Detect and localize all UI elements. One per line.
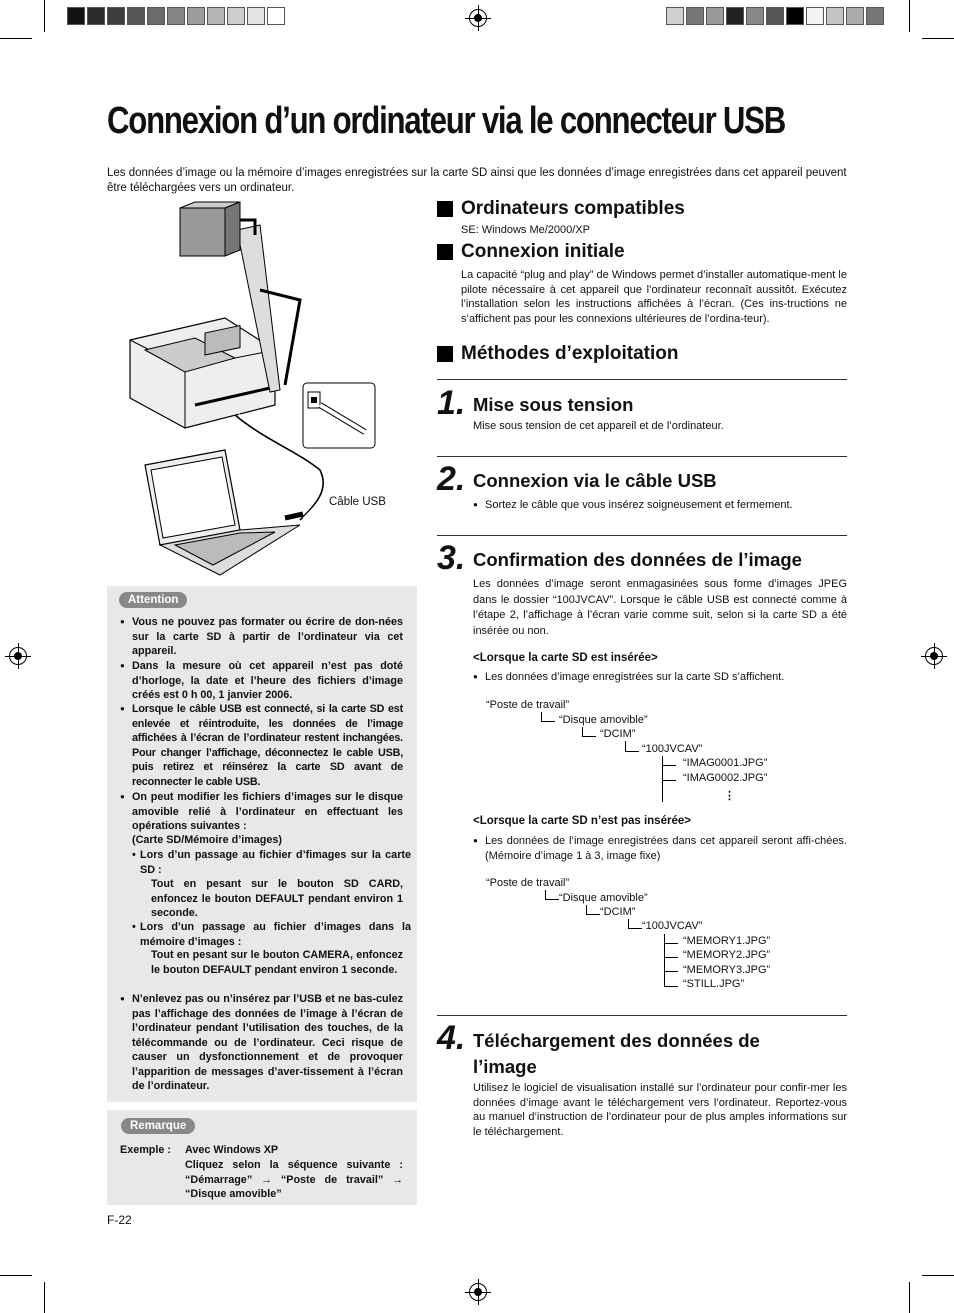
step-4-title-line1: Téléchargement des données de	[473, 1030, 760, 1051]
tree-drive: “Disque amovible”	[559, 892, 648, 904]
attention-item: ● N’enlevez pas ou n’insérez par l’USB et ne bas-culez pas l’affichage des données de l’image à l’écran de l’ordinateur pendant l’utilisation des touches, de la télécommande ou de l’ordinateur. Ceci risque de causer un dysfonctionnement et de provoquer l’apparition de messages d’aver-tissement à l’écran de l’ordinateur.	[120, 992, 403, 1094]
tree-folder: “100JVCAV”	[642, 920, 703, 932]
section-initial-heading: Connexion initiale	[437, 241, 625, 263]
tree-file: “MEMORY2.JPG”	[683, 949, 771, 961]
step-divider	[437, 456, 847, 457]
tree-root: “Poste de travail”	[486, 699, 570, 711]
attention-sub-detail: Tout en pesant sur le bouton SD CARD, enfoncez le bouton DEFAULT pendant environ 1 seconde.	[151, 878, 403, 919]
tree-dcim: “DCIM”	[600, 728, 636, 740]
remarque-line1: Avec Windows XP	[185, 1144, 279, 1156]
remarque-line2: Cliquez selon la séquence suivante : “Démarrage” → “Poste de travail” → “Disque amovible”	[185, 1159, 403, 1200]
step-1-number: 1.	[437, 384, 466, 422]
attention-sub-heading: (Carte SD/Mémoire d’images)	[132, 834, 282, 846]
attention-item: ● Dans la mesure où cet appareil n’est pas doté d’horloge, la date et l’heure des fichiers d’image créés est 0 h 00, 1 janvier 2006.	[120, 659, 403, 703]
tree-file: “MEMORY1.JPG”	[683, 935, 771, 947]
step-divider	[437, 535, 847, 536]
cable-label: Câble USB	[329, 496, 386, 508]
step-divider	[437, 1015, 847, 1016]
attention-item: ● On peut modifier les fichiers d’images sur le disque amovible relié à l’ordinateur en effectuant les opérations suivantes :	[120, 790, 403, 834]
tree-file: “IMAG0002.JPG”	[683, 772, 768, 784]
attention-sub-detail: Tout en pesant sur le bouton CAMERA, enfoncez le bouton DEFAULT pendant environ 1 seconde.	[151, 949, 403, 976]
step-2-bullet: ● Sortez le câble que vous insérez soigneusement et fermement.	[473, 498, 847, 513]
square-bullet-icon	[437, 244, 453, 260]
case-not-inserted-bullet: ● Les données de l’image enregistrées dans cet appareil seront affi-chées. (Mémoire d’image 1 à 3, image fixe)	[473, 834, 847, 863]
intro-paragraph: Les données d’image ou la mémoire d’images enregistrées sur la carte SD ainsi que les données d’image enregistrées dans cet appareil peuvent être téléchargées vers un ordinateur.	[107, 167, 847, 194]
step-1-text: Mise sous tension de cet appareil et de l’ordinateur.	[473, 420, 724, 432]
tree-file: “IMAG0001.JPG”	[683, 757, 768, 769]
remarque-example-label: Exemple :	[120, 1144, 172, 1156]
attention-item: ● Vous ne pouvez pas formater ou écrire de don-nées sur la carte SD à partir de l’ordinateur via cet appareil.	[120, 615, 403, 659]
step-4-title-line2: l’image	[473, 1056, 537, 1077]
tree-root: “Poste de travail”	[486, 877, 570, 889]
section-methods-heading: Méthodes d’exploitation	[437, 343, 678, 365]
step-3-text: Les données d’image seront enmagasinées sous forme d’images JPEG dans le dossier “100JVCAV”. Lorsque le câble USB est connecté comme à l’étape 2, l’affichage à l’écran varie comme suit, selon si la carte SD a été insérée ou non.	[473, 578, 847, 637]
step-3-title: Confirmation des données de l’image	[473, 549, 802, 570]
attention-label: Attention	[119, 592, 187, 608]
tree-drive: “Disque amovible”	[559, 714, 648, 726]
case-not-inserted-heading: <Lorsque la carte SD n’est pas insérée>	[473, 815, 691, 827]
page-title: Connexion d’un ordinateur via le connecteur USB	[107, 100, 786, 142]
tree-more: ⋮	[724, 790, 735, 802]
attention-sub-item: • Lors d’un passage au fichier d’fimages sur la carte SD :	[132, 848, 411, 877]
connection-illustration	[125, 200, 380, 580]
step-3-number: 3.	[437, 539, 466, 577]
case-inserted-heading: <Lorsque la carte SD est insérée>	[473, 652, 658, 664]
tree-file: “MEMORY3.JPG”	[683, 964, 771, 976]
step-4-text: Utilisez le logiciel de visualisation installé sur l’ordinateur pour confir-mer les données d’image avant le téléchargement vers l’ordinateur. Reportez-vous au manuel d’instruction de l’ordinateur pour de plus amples informations sur le téléchargement.	[473, 1082, 847, 1138]
attention-item: ● Lorsque le câble USB est connecté, si la carte SD est enlevée et réintroduite, les données de l’image affichées à l’écran de l’ordinateur restent inchangées. Pour changer l’affichage, déconnectez le cable USB, puis retirez et réinsérez la carte SD avant de reconnecter le cable USB.	[120, 702, 403, 789]
step-2-number: 2.	[437, 460, 466, 498]
tree-dcim: “DCIM”	[600, 906, 636, 918]
section-initial-text: La capacité “plug and play” de Windows permet d’installer automatique-ment le pilote nécessaire à cet appareil que l’ordinateur reconnaît aussitôt. Exécutez l’installation selon les instructions affichées à l’écran. (Ces ins-tructions ne s’affichent pas pour les connexions ultérieures de l’ordina-teur).	[461, 269, 847, 325]
step-1-title: Mise sous tension	[473, 394, 634, 415]
attention-sub-item: • Lors d’un passage au fichier d’images dans la mémoire d’images :	[132, 920, 411, 949]
tree-folder: “100JVCAV”	[642, 743, 703, 755]
section-compatible-text: SE: Windows Me/2000/XP	[461, 224, 591, 236]
square-bullet-icon	[437, 201, 453, 217]
tree-file: “STILL.JPG”	[683, 978, 745, 990]
step-divider	[437, 379, 847, 380]
step-4-number: 4.	[437, 1019, 466, 1057]
step-2-title: Connexion via le câble USB	[473, 470, 717, 491]
square-bullet-icon	[437, 346, 453, 362]
section-compatible-heading: Ordinateurs compatibles	[437, 198, 685, 220]
case-inserted-bullet: ● Les données d’image enregistrées sur la carte SD s’affichent.	[473, 670, 847, 685]
remarque-label: Remarque	[121, 1118, 195, 1134]
page-number: F-22	[107, 1213, 132, 1227]
